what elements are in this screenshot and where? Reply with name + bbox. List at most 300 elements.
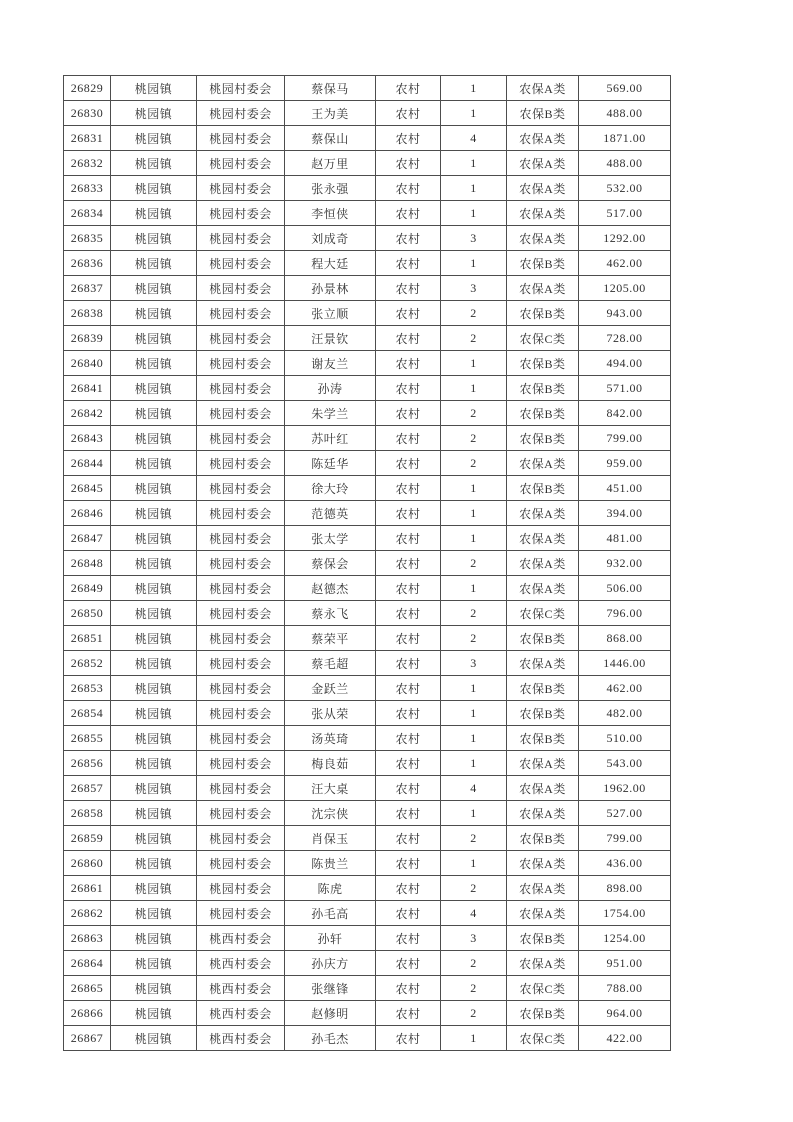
table-cell-name: 陈廷华 [285, 451, 376, 476]
table-cell-serial: 26854 [64, 701, 111, 726]
table-row [64, 901, 671, 926]
table-cell-village: 桃园村委会 [197, 476, 285, 501]
table-row [64, 251, 671, 276]
table-cell-village: 桃园村委会 [197, 501, 285, 526]
table-row [64, 951, 671, 976]
table-cell-category: 农保A类 [507, 276, 579, 301]
table-cell-amount: 481.00 [579, 526, 671, 551]
table-cell-amount: 788.00 [579, 976, 671, 1001]
table-cell-village: 桃园村委会 [197, 551, 285, 576]
table-cell-name: 张立顺 [285, 301, 376, 326]
table-cell-serial: 26835 [64, 226, 111, 251]
table-row [64, 101, 671, 126]
table-cell-amount: 436.00 [579, 851, 671, 876]
table-cell-village: 桃园村委会 [197, 376, 285, 401]
table-row [64, 326, 671, 351]
table-cell-headcount: 2 [441, 976, 507, 1001]
table-row [64, 1001, 671, 1026]
table-cell-headcount: 1 [441, 376, 507, 401]
table-cell-category: 农保A类 [507, 501, 579, 526]
table-cell-town: 桃园镇 [111, 101, 197, 126]
table-cell-headcount: 4 [441, 126, 507, 151]
table-cell-category: 农保B类 [507, 701, 579, 726]
table-cell-amount: 543.00 [579, 751, 671, 776]
table-cell-category: 农保B类 [507, 926, 579, 951]
table-row [64, 751, 671, 776]
table-row [64, 526, 671, 551]
table-cell-residence: 农村 [376, 901, 441, 926]
table-cell-headcount: 2 [441, 826, 507, 851]
table-cell-headcount: 1 [441, 101, 507, 126]
table-row [64, 226, 671, 251]
table-cell-town: 桃园镇 [111, 501, 197, 526]
table-row [64, 76, 671, 101]
table-cell-serial: 26855 [64, 726, 111, 751]
table-cell-headcount: 1 [441, 526, 507, 551]
table-cell-serial: 26849 [64, 576, 111, 601]
table-cell-serial: 26842 [64, 401, 111, 426]
table-cell-category: 农保A类 [507, 76, 579, 101]
table-cell-headcount: 1 [441, 751, 507, 776]
table-cell-serial: 26859 [64, 826, 111, 851]
table-cell-residence: 农村 [376, 401, 441, 426]
table-cell-name: 沈宗侠 [285, 801, 376, 826]
table-cell-name: 张继锋 [285, 976, 376, 1001]
table-cell-name: 谢友兰 [285, 351, 376, 376]
table-cell-amount: 943.00 [579, 301, 671, 326]
table-cell-amount: 462.00 [579, 676, 671, 701]
table-row [64, 726, 671, 751]
table-cell-amount: 451.00 [579, 476, 671, 501]
table-cell-residence: 农村 [376, 726, 441, 751]
table-cell-residence: 农村 [376, 301, 441, 326]
table-cell-amount: 728.00 [579, 326, 671, 351]
table-cell-amount: 799.00 [579, 426, 671, 451]
table-cell-residence: 农村 [376, 826, 441, 851]
table-cell-serial: 26848 [64, 551, 111, 576]
table-cell-town: 桃园镇 [111, 801, 197, 826]
table-cell-serial: 26840 [64, 351, 111, 376]
table-cell-amount: 510.00 [579, 726, 671, 751]
table-cell-village: 桃园村委会 [197, 276, 285, 301]
table-cell-amount: 898.00 [579, 876, 671, 901]
table-cell-village: 桃园村委会 [197, 176, 285, 201]
table-cell-town: 桃园镇 [111, 751, 197, 776]
table-cell-residence: 农村 [376, 126, 441, 151]
table-cell-category: 农保A类 [507, 876, 579, 901]
table-cell-town: 桃园镇 [111, 1026, 197, 1051]
table-row [64, 426, 671, 451]
table-cell-town: 桃园镇 [111, 726, 197, 751]
table-cell-town: 桃园镇 [111, 826, 197, 851]
table-row [64, 501, 671, 526]
table-cell-serial: 26847 [64, 526, 111, 551]
table-cell-residence: 农村 [376, 751, 441, 776]
table-row [64, 276, 671, 301]
table-cell-serial: 26834 [64, 201, 111, 226]
table-cell-headcount: 1 [441, 76, 507, 101]
table-cell-village: 桃西村委会 [197, 1001, 285, 1026]
table-cell-headcount: 1 [441, 201, 507, 226]
table-cell-town: 桃园镇 [111, 376, 197, 401]
table-cell-category: 农保A类 [507, 151, 579, 176]
table-cell-amount: 796.00 [579, 601, 671, 626]
table-cell-residence: 农村 [376, 776, 441, 801]
table-cell-serial: 26856 [64, 751, 111, 776]
table-cell-category: 农保B类 [507, 301, 579, 326]
table-cell-residence: 农村 [376, 601, 441, 626]
table-cell-headcount: 2 [441, 876, 507, 901]
table-cell-headcount: 1 [441, 851, 507, 876]
table-cell-category: 农保A类 [507, 801, 579, 826]
table-cell-serial: 26850 [64, 601, 111, 626]
table-cell-town: 桃园镇 [111, 926, 197, 951]
table-cell-category: 农保C类 [507, 326, 579, 351]
table-cell-name: 汪景钦 [285, 326, 376, 351]
table-cell-amount: 494.00 [579, 351, 671, 376]
table-cell-category: 农保A类 [507, 176, 579, 201]
table-row [64, 551, 671, 576]
table-cell-headcount: 2 [441, 301, 507, 326]
table-cell-category: 农保B类 [507, 426, 579, 451]
table-cell-village: 桃园村委会 [197, 751, 285, 776]
table-cell-town: 桃园镇 [111, 451, 197, 476]
table-cell-residence: 农村 [376, 101, 441, 126]
table-cell-town: 桃园镇 [111, 976, 197, 1001]
table-row [64, 176, 671, 201]
table-cell-amount: 571.00 [579, 376, 671, 401]
table-cell-serial: 26864 [64, 951, 111, 976]
table-cell-town: 桃园镇 [111, 126, 197, 151]
table-cell-amount: 422.00 [579, 1026, 671, 1051]
table-cell-headcount: 4 [441, 776, 507, 801]
table-cell-headcount: 3 [441, 651, 507, 676]
table-cell-name: 苏叶红 [285, 426, 376, 451]
table-cell-serial: 26858 [64, 801, 111, 826]
table-row [64, 201, 671, 226]
table-cell-residence: 农村 [376, 451, 441, 476]
table-cell-town: 桃园镇 [111, 276, 197, 301]
table-cell-serial: 26865 [64, 976, 111, 1001]
table-cell-name: 赵万里 [285, 151, 376, 176]
table-row [64, 1026, 671, 1051]
table-row [64, 476, 671, 501]
table-body [64, 76, 671, 1051]
table-cell-village: 桃园村委会 [197, 226, 285, 251]
table-cell-amount: 394.00 [579, 501, 671, 526]
table-cell-name: 孙涛 [285, 376, 376, 401]
table-cell-category: 农保C类 [507, 601, 579, 626]
table-cell-amount: 569.00 [579, 76, 671, 101]
table-cell-village: 桃园村委会 [197, 601, 285, 626]
table-cell-headcount: 2 [441, 451, 507, 476]
table-cell-headcount: 1 [441, 701, 507, 726]
table-cell-name: 梅良茹 [285, 751, 376, 776]
table-cell-category: 农保A类 [507, 901, 579, 926]
table-cell-village: 桃园村委会 [197, 776, 285, 801]
benefits-table [63, 75, 671, 1051]
table-cell-category: 农保A类 [507, 451, 579, 476]
table-cell-town: 桃园镇 [111, 651, 197, 676]
table-cell-residence: 农村 [376, 626, 441, 651]
table-cell-serial: 26852 [64, 651, 111, 676]
table-cell-name: 赵德杰 [285, 576, 376, 601]
table-cell-category: 农保B类 [507, 676, 579, 701]
table-cell-village: 桃园村委会 [197, 426, 285, 451]
table-cell-village: 桃园村委会 [197, 651, 285, 676]
table-cell-serial: 26862 [64, 901, 111, 926]
table-cell-name: 孙毛杰 [285, 1026, 376, 1051]
table-cell-name: 李恒侠 [285, 201, 376, 226]
table-cell-residence: 农村 [376, 551, 441, 576]
table-cell-category: 农保B类 [507, 251, 579, 276]
table-cell-name: 汤英琦 [285, 726, 376, 751]
table-cell-headcount: 2 [441, 326, 507, 351]
table-cell-serial: 26839 [64, 326, 111, 351]
table-cell-headcount: 2 [441, 626, 507, 651]
table-cell-residence: 农村 [376, 526, 441, 551]
table-cell-village: 桃园村委会 [197, 76, 285, 101]
table-cell-residence: 农村 [376, 676, 441, 701]
table-row [64, 776, 671, 801]
table-row [64, 926, 671, 951]
table-cell-category: 农保A类 [507, 126, 579, 151]
table-cell-village: 桃园村委会 [197, 201, 285, 226]
table-cell-headcount: 1 [441, 1026, 507, 1051]
table-cell-village: 桃园村委会 [197, 101, 285, 126]
table-cell-town: 桃园镇 [111, 226, 197, 251]
table-cell-category: 农保B类 [507, 1001, 579, 1026]
table-cell-town: 桃园镇 [111, 951, 197, 976]
table-cell-amount: 964.00 [579, 1001, 671, 1026]
table-cell-village: 桃园村委会 [197, 451, 285, 476]
table-cell-category: 农保B类 [507, 726, 579, 751]
table-cell-category: 农保B类 [507, 401, 579, 426]
table-cell-town: 桃园镇 [111, 851, 197, 876]
table-cell-village: 桃园村委会 [197, 526, 285, 551]
table-cell-town: 桃园镇 [111, 401, 197, 426]
table-cell-category: 农保A类 [507, 551, 579, 576]
table-cell-residence: 农村 [376, 976, 441, 1001]
table-cell-amount: 488.00 [579, 151, 671, 176]
table-cell-headcount: 1 [441, 801, 507, 826]
table-cell-serial: 26833 [64, 176, 111, 201]
table-cell-category: 农保A类 [507, 776, 579, 801]
table-cell-village: 桃园村委会 [197, 126, 285, 151]
table-cell-category: 农保A类 [507, 201, 579, 226]
table-cell-town: 桃园镇 [111, 476, 197, 501]
table-cell-amount: 1962.00 [579, 776, 671, 801]
table-cell-name: 陈贵兰 [285, 851, 376, 876]
table-cell-category: 农保A类 [507, 576, 579, 601]
table-row [64, 826, 671, 851]
table-cell-amount: 532.00 [579, 176, 671, 201]
table-cell-town: 桃园镇 [111, 1001, 197, 1026]
table-cell-headcount: 1 [441, 726, 507, 751]
table-cell-residence: 农村 [376, 951, 441, 976]
table-row [64, 151, 671, 176]
table-cell-serial: 26860 [64, 851, 111, 876]
table-cell-amount: 527.00 [579, 801, 671, 826]
table-cell-amount: 1205.00 [579, 276, 671, 301]
table-cell-serial: 26851 [64, 626, 111, 651]
table-cell-serial: 26866 [64, 1001, 111, 1026]
table-cell-category: 农保B类 [507, 351, 579, 376]
table-cell-town: 桃园镇 [111, 901, 197, 926]
table-row [64, 676, 671, 701]
table-cell-serial: 26843 [64, 426, 111, 451]
table-cell-amount: 488.00 [579, 101, 671, 126]
table-cell-village: 桃西村委会 [197, 926, 285, 951]
table-cell-town: 桃园镇 [111, 776, 197, 801]
table-cell-town: 桃园镇 [111, 251, 197, 276]
table-row [64, 651, 671, 676]
table-cell-village: 桃西村委会 [197, 1026, 285, 1051]
table-cell-category: 农保A类 [507, 851, 579, 876]
table-cell-village: 桃园村委会 [197, 851, 285, 876]
table-cell-category: 农保A类 [507, 526, 579, 551]
table-cell-town: 桃园镇 [111, 601, 197, 626]
table-row [64, 126, 671, 151]
table-row [64, 576, 671, 601]
table-cell-category: 农保B类 [507, 376, 579, 401]
table-cell-town: 桃园镇 [111, 301, 197, 326]
table-cell-village: 桃西村委会 [197, 951, 285, 976]
table-cell-headcount: 1 [441, 351, 507, 376]
table-cell-headcount: 2 [441, 551, 507, 576]
table-cell-amount: 517.00 [579, 201, 671, 226]
table-cell-village: 桃园村委会 [197, 801, 285, 826]
table-cell-village: 桃园村委会 [197, 401, 285, 426]
table-cell-category: 农保B类 [507, 626, 579, 651]
table-cell-name: 汪大桌 [285, 776, 376, 801]
table-row [64, 351, 671, 376]
table-cell-headcount: 3 [441, 276, 507, 301]
table-cell-name: 孙毛高 [285, 901, 376, 926]
table-cell-village: 桃园村委会 [197, 151, 285, 176]
table-cell-amount: 1871.00 [579, 126, 671, 151]
table-cell-name: 金跃兰 [285, 676, 376, 701]
table-cell-serial: 26829 [64, 76, 111, 101]
table-cell-town: 桃园镇 [111, 151, 197, 176]
table-cell-residence: 农村 [376, 876, 441, 901]
table-cell-residence: 农村 [376, 476, 441, 501]
table-cell-name: 蔡毛超 [285, 651, 376, 676]
table-cell-town: 桃园镇 [111, 626, 197, 651]
table-cell-amount: 1254.00 [579, 926, 671, 951]
table-cell-category: 农保A类 [507, 951, 579, 976]
table-cell-amount: 959.00 [579, 451, 671, 476]
table-cell-category: 农保C类 [507, 1026, 579, 1051]
table-cell-name: 孙庆方 [285, 951, 376, 976]
table-cell-headcount: 2 [441, 601, 507, 626]
table-cell-serial: 26838 [64, 301, 111, 326]
table-cell-serial: 26831 [64, 126, 111, 151]
table-cell-village: 桃园村委会 [197, 876, 285, 901]
table-cell-headcount: 1 [441, 251, 507, 276]
table-cell-name: 蔡永飞 [285, 601, 376, 626]
table-row [64, 876, 671, 901]
table-cell-amount: 482.00 [579, 701, 671, 726]
table-cell-name: 蔡保会 [285, 551, 376, 576]
table-cell-name: 肖保玉 [285, 826, 376, 851]
table-cell-name: 孙轩 [285, 926, 376, 951]
table-cell-serial: 26863 [64, 926, 111, 951]
table-cell-village: 桃园村委会 [197, 901, 285, 926]
table-row [64, 301, 671, 326]
table-cell-village: 桃园村委会 [197, 726, 285, 751]
table-cell-amount: 932.00 [579, 551, 671, 576]
table-row [64, 376, 671, 401]
table-cell-town: 桃园镇 [111, 76, 197, 101]
table-cell-name: 陈虎 [285, 876, 376, 901]
table-cell-residence: 农村 [376, 276, 441, 301]
table-cell-residence: 农村 [376, 176, 441, 201]
table-cell-residence: 农村 [376, 1026, 441, 1051]
table-cell-name: 蔡保马 [285, 76, 376, 101]
table-cell-town: 桃园镇 [111, 551, 197, 576]
table-cell-category: 农保C类 [507, 976, 579, 1001]
table-cell-serial: 26861 [64, 876, 111, 901]
table-cell-headcount: 1 [441, 176, 507, 201]
table-cell-residence: 农村 [376, 801, 441, 826]
table-cell-residence: 农村 [376, 201, 441, 226]
table-cell-name: 赵修明 [285, 1001, 376, 1026]
table-cell-serial: 26836 [64, 251, 111, 276]
table-cell-residence: 农村 [376, 1001, 441, 1026]
table-row [64, 801, 671, 826]
table-cell-amount: 842.00 [579, 401, 671, 426]
table-cell-serial: 26867 [64, 1026, 111, 1051]
table-cell-town: 桃园镇 [111, 701, 197, 726]
table-cell-serial: 26837 [64, 276, 111, 301]
table-cell-village: 桃园村委会 [197, 351, 285, 376]
table-cell-amount: 506.00 [579, 576, 671, 601]
table-cell-name: 张永强 [285, 176, 376, 201]
table-cell-village: 桃园村委会 [197, 626, 285, 651]
table-cell-serial: 26830 [64, 101, 111, 126]
table-cell-residence: 农村 [376, 351, 441, 376]
table-row [64, 851, 671, 876]
table-cell-name: 蔡荣平 [285, 626, 376, 651]
table-cell-name: 刘成奇 [285, 226, 376, 251]
table-cell-headcount: 2 [441, 951, 507, 976]
table-cell-residence: 农村 [376, 226, 441, 251]
table-cell-residence: 农村 [376, 151, 441, 176]
table-cell-amount: 1292.00 [579, 226, 671, 251]
table-cell-name: 张从荣 [285, 701, 376, 726]
table-cell-residence: 农村 [376, 76, 441, 101]
table-cell-village: 桃园村委会 [197, 576, 285, 601]
table-cell-name: 程大廷 [285, 251, 376, 276]
table-cell-serial: 26845 [64, 476, 111, 501]
table-cell-town: 桃园镇 [111, 576, 197, 601]
table-cell-town: 桃园镇 [111, 676, 197, 701]
table-cell-amount: 868.00 [579, 626, 671, 651]
table-cell-village: 桃园村委会 [197, 326, 285, 351]
table-cell-category: 农保B类 [507, 476, 579, 501]
table-cell-serial: 26832 [64, 151, 111, 176]
table-cell-headcount: 2 [441, 1001, 507, 1026]
table-cell-category: 农保B类 [507, 101, 579, 126]
table-cell-village: 桃园村委会 [197, 676, 285, 701]
table-cell-residence: 农村 [376, 651, 441, 676]
table-cell-headcount: 1 [441, 501, 507, 526]
table-cell-serial: 26857 [64, 776, 111, 801]
table-cell-headcount: 1 [441, 576, 507, 601]
table-cell-residence: 农村 [376, 851, 441, 876]
table-row [64, 976, 671, 1001]
